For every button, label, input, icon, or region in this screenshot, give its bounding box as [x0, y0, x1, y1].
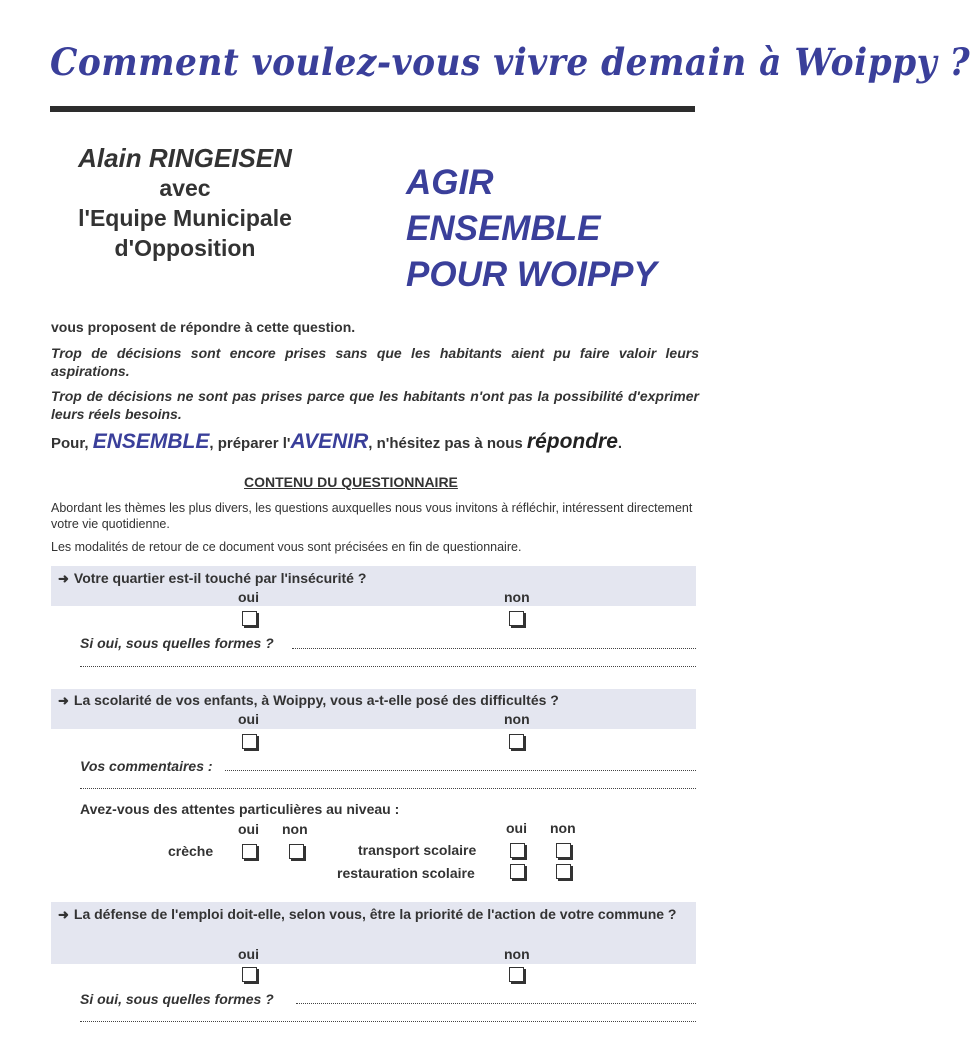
sub-question: Si oui, sous quelles formes ? — [80, 991, 274, 1007]
section-title: CONTENU DU QUESTIONNAIRE — [244, 474, 458, 490]
author-line: l'Equipe Municipale — [78, 205, 292, 231]
item-transport: transport scolaire — [358, 842, 477, 858]
section-body-1: Abordant les thèmes les plus divers, les questions auxquelles nous vous invitons à réfléchir, intéressent directement votre vie quotidienne. — [51, 501, 693, 531]
cta-text: . — [617, 435, 623, 452]
question-3 — [58, 904, 693, 925]
checkbox-oui[interactable] — [242, 967, 257, 982]
call-to-action — [51, 430, 711, 454]
option-label: oui — [238, 821, 259, 837]
sub-question: Si oui, sous quelles formes ? — [80, 635, 274, 651]
option-label: non — [504, 711, 530, 727]
slogan-line: POUR WOIPPY — [406, 255, 657, 294]
author-line: d'Opposition — [114, 235, 256, 261]
checkbox-oui[interactable] — [242, 734, 257, 749]
item-restauration: restauration scolaire — [337, 865, 475, 881]
cta-text: Pour, — [51, 435, 93, 452]
slogan — [406, 160, 706, 298]
answer-line[interactable] — [80, 666, 696, 667]
sub-question: Vos commentaires : — [80, 758, 213, 774]
question-text: Votre quartier est-il touché par l'insécurité ? — [73, 570, 367, 586]
cta-text: , n'hésitez pas à nous — [368, 435, 527, 452]
arrow-icon: ➜ — [58, 907, 69, 922]
checkbox-oui[interactable] — [242, 611, 257, 626]
intro-para-1: Trop de décisions sont encore prises sans que les habitants aient pu faire valoir leurs aspirations. — [51, 345, 699, 379]
answer-line[interactable] — [80, 788, 696, 789]
title-rule — [50, 106, 695, 112]
arrow-icon: ➜ — [58, 693, 69, 708]
answer-line[interactable] — [292, 648, 696, 649]
answer-line[interactable] — [80, 1021, 696, 1022]
checkbox-restauration-oui[interactable] — [510, 864, 525, 879]
option-label: oui — [506, 820, 527, 836]
checkbox-transport-non[interactable] — [556, 843, 571, 858]
checkbox-transport-oui[interactable] — [510, 843, 525, 858]
cta-text: , préparer l' — [209, 435, 291, 452]
slogan-line: AGIR — [406, 163, 494, 202]
option-label: oui — [238, 946, 259, 962]
checkbox-restauration-non[interactable] — [556, 864, 571, 879]
attentes-label: Avez-vous des attentes particulières au niveau : — [80, 801, 400, 817]
arrow-icon: ➜ — [58, 571, 69, 586]
checkbox-non[interactable] — [509, 611, 524, 626]
slogan-line: ENSEMBLE — [406, 209, 601, 248]
question-text: La scolarité de vos enfants, à Woippy, vous a-t-elle posé des difficultés ? — [73, 692, 559, 708]
option-label: non — [282, 821, 308, 837]
cta-repondre: répondre — [526, 430, 618, 453]
item-creche: crèche — [168, 843, 214, 859]
question-2 — [58, 690, 693, 711]
question-1 — [58, 568, 693, 589]
option-label: non — [504, 589, 530, 605]
author-line: avec — [159, 175, 211, 201]
option-label: oui — [238, 711, 259, 727]
answer-line[interactable] — [225, 770, 696, 771]
checkbox-non[interactable] — [509, 967, 524, 982]
author-block — [40, 143, 330, 263]
page-title: Comment voulez-vous vivre demain à Woippy ? — [50, 40, 970, 84]
cta-ensemble: ENSEMBLE — [92, 430, 210, 453]
checkbox-creche-non[interactable] — [289, 844, 304, 859]
answer-line[interactable] — [296, 1003, 696, 1004]
intro-para-2: Trop de décisions ne sont pas prises parce que les habitants n'ont pas la possibilité d'exprimer leurs réels besoins. — [51, 388, 699, 422]
option-label: oui — [238, 589, 259, 605]
checkbox-creche-oui[interactable] — [242, 844, 257, 859]
section-body-2: Les modalités de retour de ce document vous sont précisées en fin de questionnaire. — [51, 540, 522, 554]
intro-propose: vous proposent de répondre à cette question. — [51, 319, 356, 335]
option-label: non — [504, 946, 530, 962]
question-text: La défense de l'emploi doit-elle, selon vous, être la priorité de l'action de votre commune ? — [73, 906, 677, 922]
cta-avenir: AVENIR — [290, 430, 369, 453]
author-name: Alain RINGEISEN — [78, 143, 292, 173]
checkbox-non[interactable] — [509, 734, 524, 749]
option-label: non — [550, 820, 576, 836]
